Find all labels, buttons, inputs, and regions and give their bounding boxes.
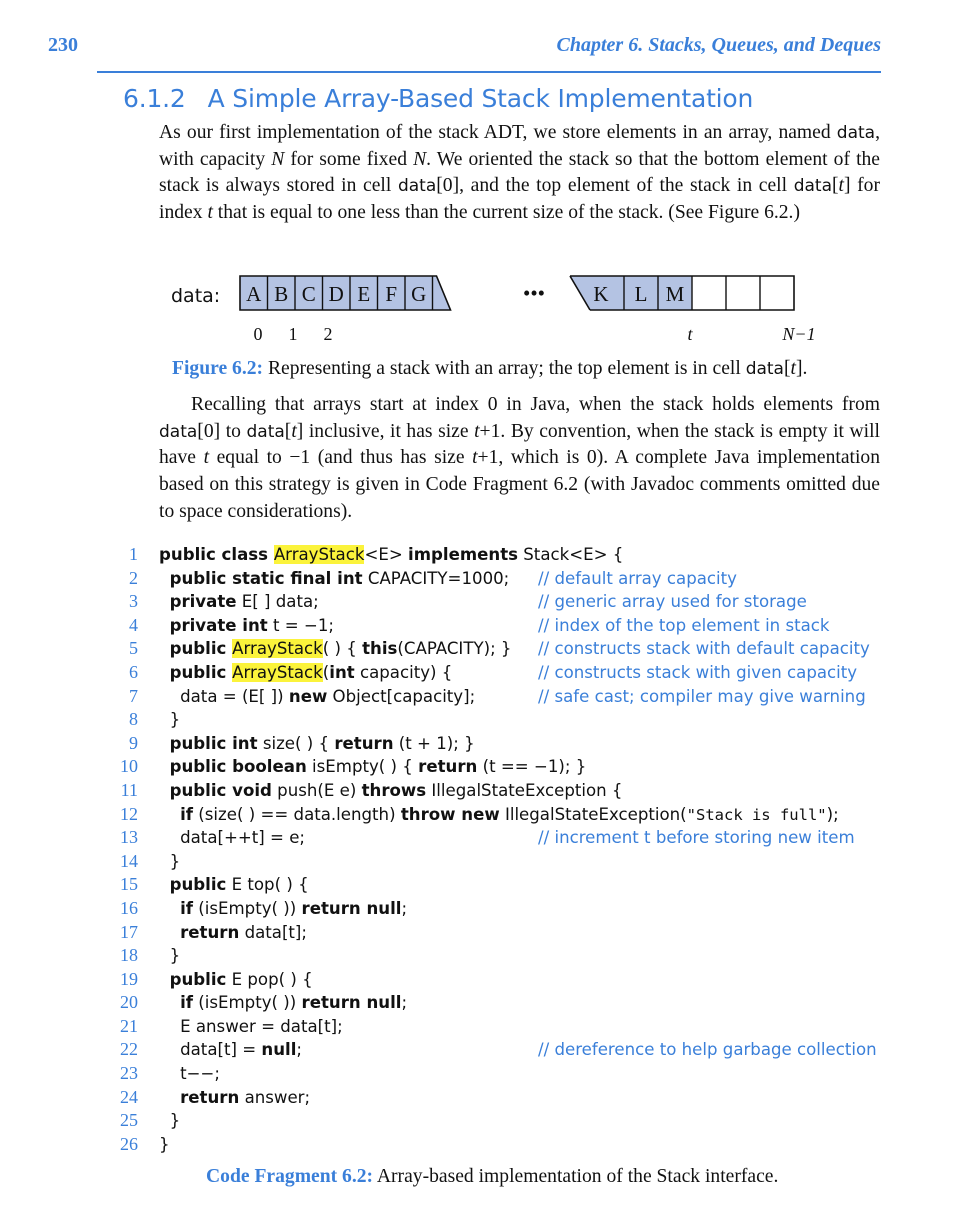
index-label: 1 xyxy=(288,324,298,344)
index-label-last: N−1 xyxy=(782,324,816,344)
array-cell: K xyxy=(593,282,609,306)
code-line: 9 public int size( ) { return (t + 1); } xyxy=(129,732,475,753)
code-line: 8 } xyxy=(129,709,181,730)
code-line: 11 public void push(E e) throws IllegalStateException { xyxy=(120,779,623,800)
code-line: 6 public ArrayStack(int capacity) { // constructs stack with given capacity xyxy=(129,661,858,682)
code-caption xyxy=(206,1166,778,1188)
code-line: 14 } xyxy=(120,850,181,871)
code-line: 19 public E pop( ) { xyxy=(120,968,313,989)
paragraph-1: As our first implementation of the stack ADT, we store elements in an array, named data, with capacity N for some fixed N. We oriented the stack so that the bottom element of the stack is always stored in cell data[0], and the top element of the stack in cell data[t] for index t that is equal to one less than the current size of the stack. (See Figure 6.2.) xyxy=(159,122,881,224)
header-rule xyxy=(97,71,881,73)
array-diagram-svg xyxy=(0,268,958,348)
code-line: 16 if (isEmpty( )) return null; xyxy=(120,897,408,918)
empty-array-cell xyxy=(760,276,794,310)
array-cell: G xyxy=(411,282,427,306)
paragraph-2: Recalling that arrays start at index 0 in Java, when the stack holds elements from data[0] to data[t] inclusive, it has size t+1. By convention, when the stack is empty it will have t equal to −1 (and thus has size t+1, which is 0). A complete Java implementation based on this strategy is given in Code Fragment 6.2 (with Javadoc comments omitted due to space considerations). xyxy=(159,394,880,522)
code-line: 2 public static final int CAPACITY=1000; // default array capacity xyxy=(129,567,737,588)
index-label: 0 xyxy=(253,324,263,344)
index-label: 2 xyxy=(323,324,333,344)
figure-caption: Figure 6.2: Representing a stack with an array; the top element is in cell data[t]. xyxy=(172,358,808,379)
code-line: 5 public ArrayStack( ) { this(CAPACITY); } // constructs stack with default capacity xyxy=(129,638,870,659)
empty-array-cell xyxy=(726,276,760,310)
figure-caption-label: Figure 6.2: xyxy=(172,358,264,379)
code-line: 20 if (isEmpty( )) return null; xyxy=(120,992,408,1013)
code-caption-label: Code Fragment 6.2: xyxy=(206,1166,374,1187)
array-cell: M xyxy=(665,282,685,306)
ellipsis: ••• xyxy=(522,281,546,305)
code-line: 7 data = (E[ ]) new Object[capacity]; // safe cast; compiler may give warning xyxy=(129,685,866,706)
code-line: 23 t−−; xyxy=(120,1063,221,1084)
empty-array-cell xyxy=(692,276,726,310)
code-line: 17 return data[t]; xyxy=(120,921,307,942)
section-title-text: A Simple Array-Based Stack Implementation xyxy=(207,84,754,113)
page-number: 230 xyxy=(48,34,78,56)
section-title xyxy=(123,84,753,113)
code-line: 4 private int t = −1; // index of the top element in stack xyxy=(129,614,830,635)
code-line: 25 } xyxy=(120,1110,181,1131)
code-line: 15 public E top( ) { xyxy=(120,874,309,895)
code-line: 3 private E[ ] data; // generic array used for storage xyxy=(129,591,807,612)
array-cell: C xyxy=(301,282,316,306)
code-line: 18 } xyxy=(120,945,181,966)
code-caption-text: Array-based implementation of the Stack interface. xyxy=(373,1166,779,1187)
code-line: 22 data[t] = null; // dereference to help garbage collection xyxy=(120,1039,877,1060)
array-cell: F xyxy=(385,282,398,306)
array-cell: L xyxy=(634,282,648,306)
array-cell: E xyxy=(357,282,371,306)
code-line: 24 return answer; xyxy=(120,1086,311,1107)
array-cell: B xyxy=(274,282,289,306)
code-fragment xyxy=(110,543,900,1156)
code-line: 26 } xyxy=(120,1133,170,1154)
array-cell: D xyxy=(328,282,344,306)
running-head: Chapter 6. Stacks, Queues, and Deques xyxy=(556,34,881,56)
code-line: 12 if (size( ) == data.length) throw new IllegalStateException("Stack is full"); xyxy=(120,803,839,824)
code-line: 10 public boolean isEmpty( ) { return (t == −1); } xyxy=(120,756,587,777)
code-line: 21 E answer = data[t]; xyxy=(120,1015,343,1036)
code-line: 13 data[++t] = e; // increment t before storing new item xyxy=(120,827,855,848)
section-number: 6.1.2 xyxy=(123,84,186,113)
figure-array-diagram xyxy=(0,268,958,348)
index-label-t: t xyxy=(687,324,693,344)
code-line: 1 public class ArrayStack<E> implements Stack<E> { xyxy=(129,544,624,564)
array-cell: A xyxy=(246,282,262,306)
array-label: data: xyxy=(171,285,221,307)
